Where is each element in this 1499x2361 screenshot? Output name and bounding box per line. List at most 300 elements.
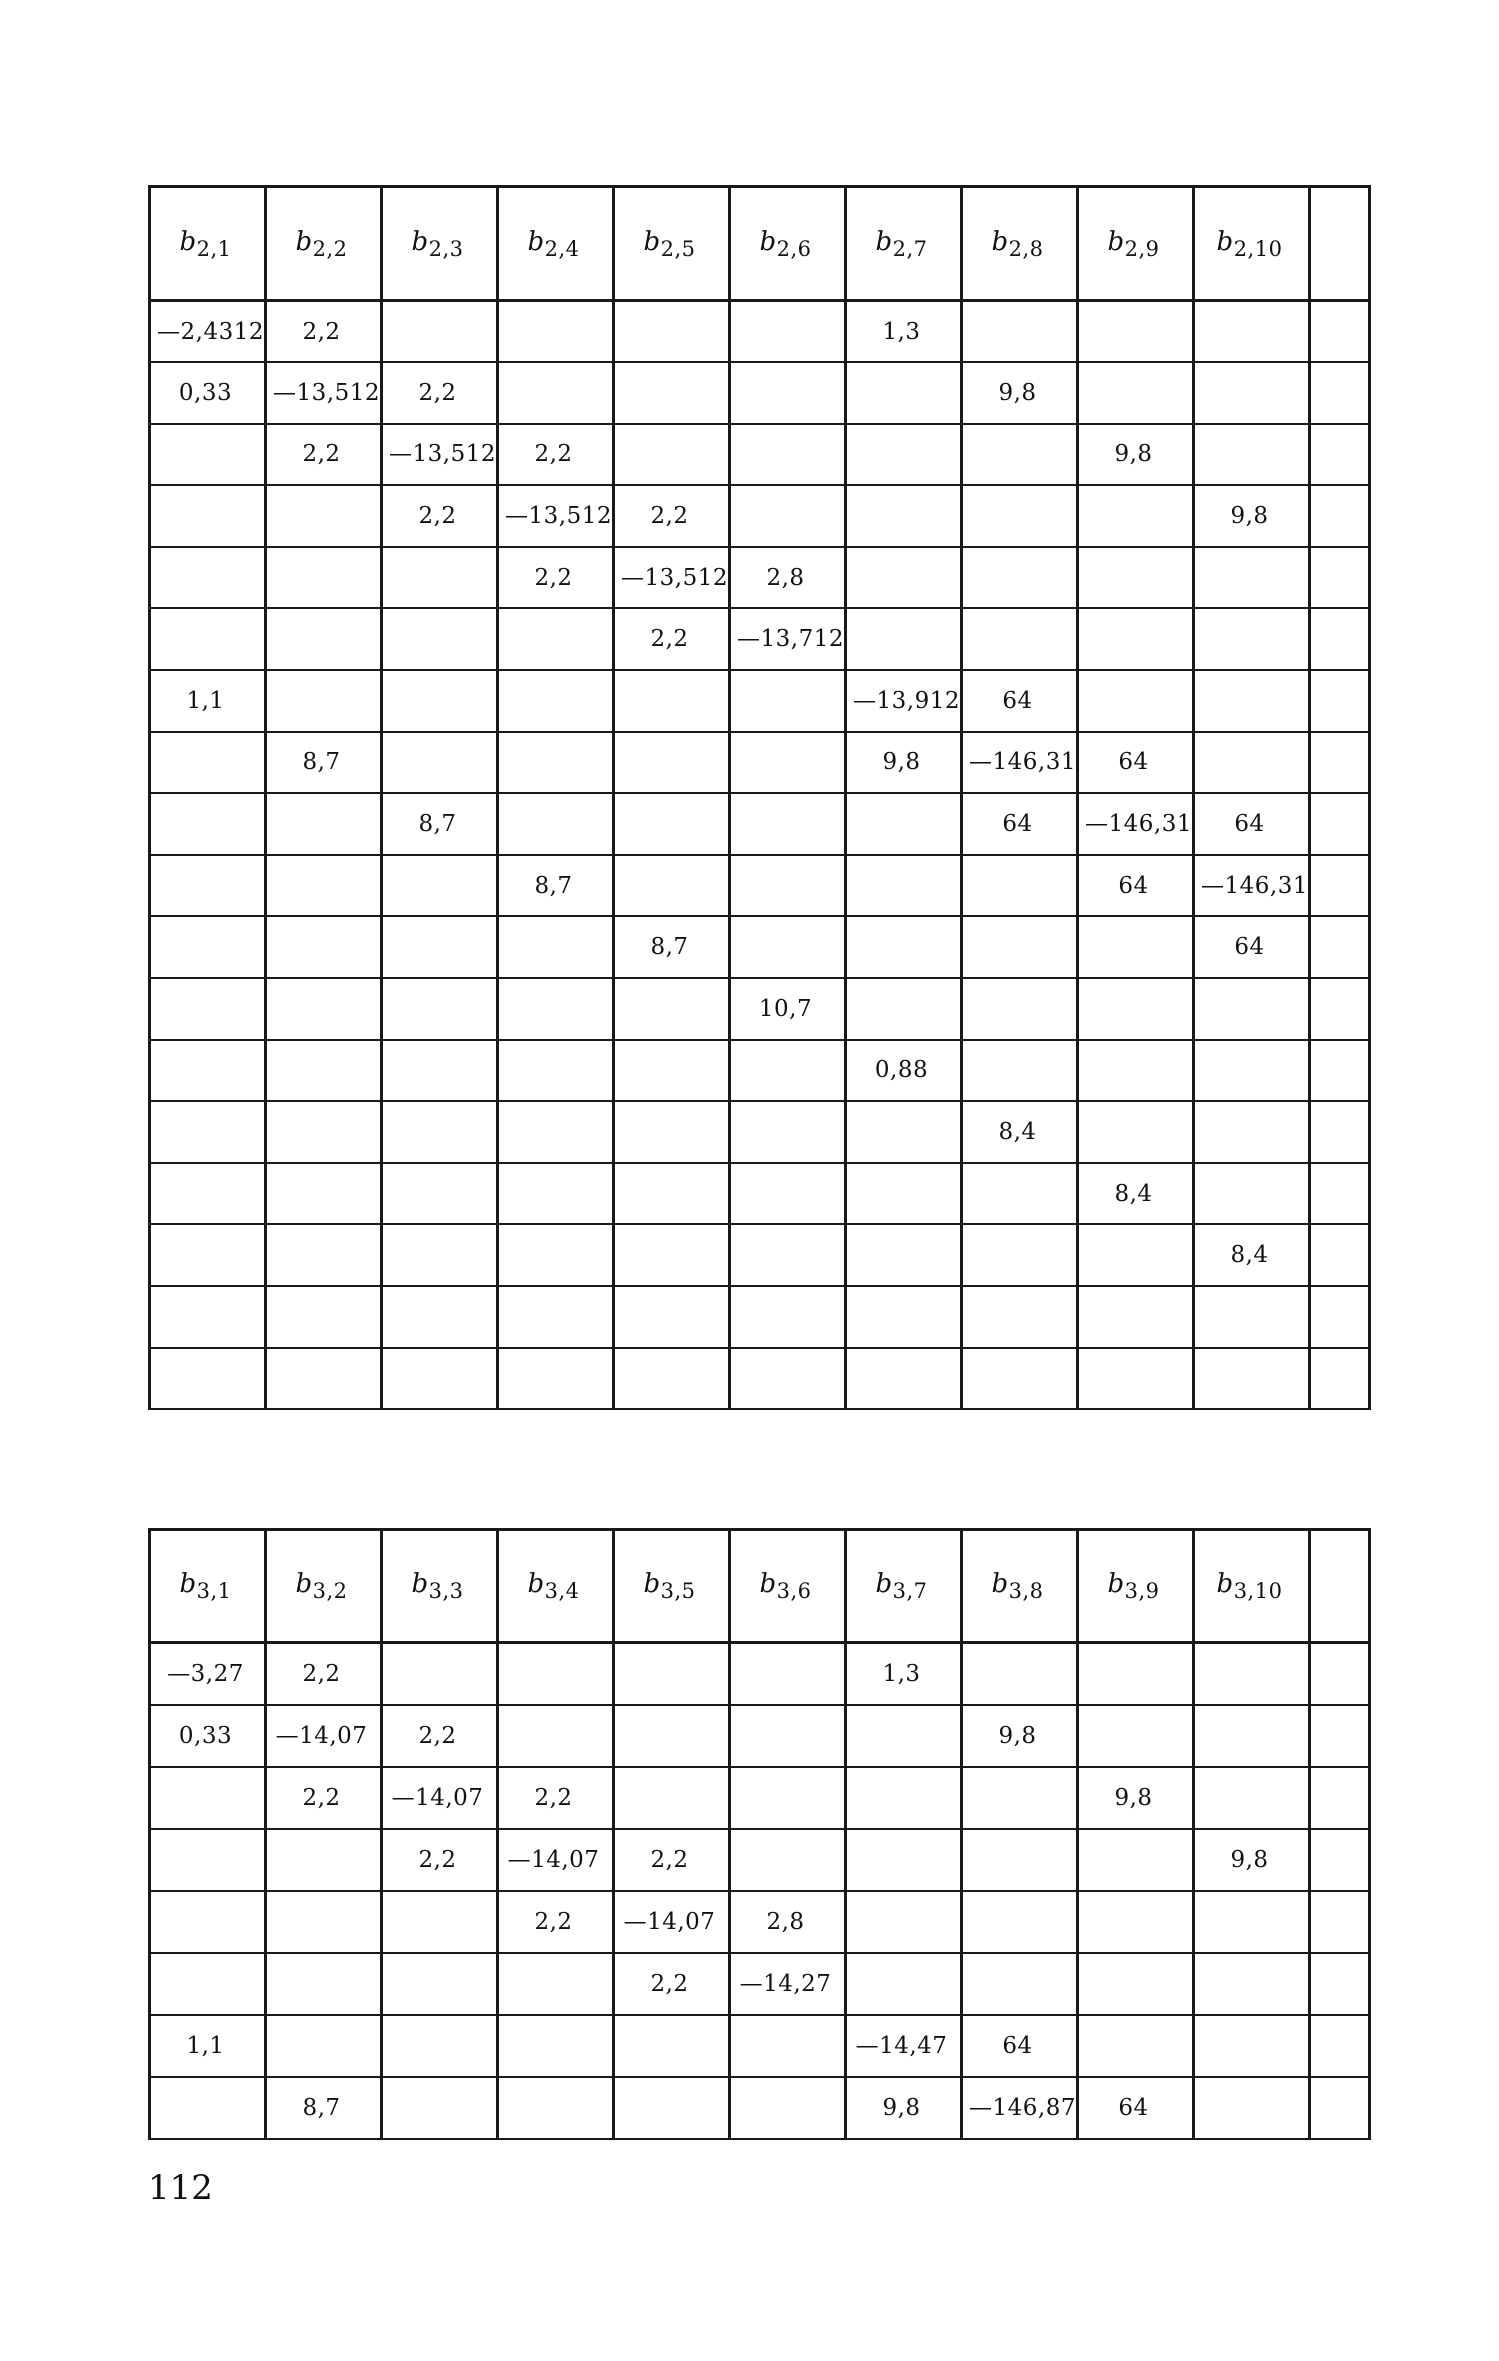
column-header (962, 1530, 1078, 1643)
table-cell (150, 424, 266, 486)
empty-cell (1310, 485, 1370, 547)
table-cell (1078, 1101, 1194, 1163)
table-header (150, 1530, 1370, 1643)
table-cell (1194, 1891, 1310, 1953)
header-symbol: b (295, 226, 313, 257)
table-cell: 9,8 (1194, 1829, 1310, 1891)
table-cell (266, 1101, 382, 1163)
header-row (150, 1530, 1370, 1643)
table-row (150, 301, 1370, 363)
empty-cell (1310, 362, 1370, 424)
table-cell (150, 916, 266, 978)
table-cell (730, 2015, 846, 2077)
table-cell: —3,27 (150, 1643, 266, 1705)
table-cell (962, 1224, 1078, 1286)
table-cell (266, 855, 382, 917)
table-cell (266, 547, 382, 609)
table-cell: —146,31 (1194, 855, 1310, 917)
table-cell (614, 1705, 730, 1767)
table-cell (150, 1163, 266, 1225)
header-subscript: 2,4 (544, 236, 580, 261)
header-subscript: 3,7 (892, 1579, 928, 1603)
table-row (150, 608, 1370, 670)
table-cell: —13,512 (498, 485, 614, 547)
table-row (150, 2015, 1370, 2077)
empty-cell (1310, 1224, 1370, 1286)
table-cell (266, 793, 382, 855)
table-cell (846, 362, 962, 424)
table-cell (1194, 978, 1310, 1040)
header-symbol: b (527, 1569, 545, 1599)
table-row (150, 978, 1370, 1040)
table-cell (150, 1953, 266, 2015)
table-cell (1194, 1163, 1310, 1225)
empty-cell (1310, 1286, 1370, 1348)
column-header (1078, 187, 1194, 301)
table-row (150, 855, 1370, 917)
table-cell (730, 793, 846, 855)
table-cell (382, 1224, 498, 1286)
table-cell (1194, 1101, 1310, 1163)
table-cell: —14,07 (382, 1767, 498, 1829)
column-header (498, 187, 614, 301)
table-cell (498, 1643, 614, 1705)
column-header (846, 1530, 962, 1643)
table-row (150, 793, 1370, 855)
table-cell (846, 1286, 962, 1348)
table-cell (962, 424, 1078, 486)
table-cell (150, 1040, 266, 1102)
empty-cell (1310, 1101, 1370, 1163)
empty-cell (1310, 670, 1370, 732)
table-cell: 8,7 (382, 793, 498, 855)
column-header (614, 187, 730, 301)
table-cell (730, 1040, 846, 1102)
table-row (150, 1829, 1370, 1891)
table-cell (846, 424, 962, 486)
table-cell: 2,2 (266, 1643, 382, 1705)
header-symbol: b (991, 226, 1009, 257)
column-header (730, 187, 846, 301)
table-cell (1078, 1891, 1194, 1953)
table-cell (962, 855, 1078, 917)
table-row (150, 424, 1370, 486)
table-cell (614, 1286, 730, 1348)
header-symbol: b (1107, 226, 1125, 257)
empty-column-header (1310, 187, 1370, 301)
column-header (1194, 187, 1310, 301)
table-cell (266, 916, 382, 978)
header-subscript: 3,9 (1124, 1579, 1160, 1603)
table-cell (730, 732, 846, 794)
table-cell (1194, 1348, 1310, 1410)
table-cell: 9,8 (1078, 1767, 1194, 1829)
table-cell (266, 1040, 382, 1102)
table-cell: —13,512 (382, 424, 498, 486)
empty-cell (1310, 608, 1370, 670)
header-subscript: 2,6 (776, 236, 812, 261)
header-subscript: 2,2 (312, 236, 348, 261)
header-subscript: 3,5 (660, 1579, 696, 1603)
table-cell (730, 1286, 846, 1348)
table-cell (150, 1224, 266, 1286)
header-subscript: 2,5 (660, 236, 696, 261)
header-symbol: b (179, 1569, 197, 1599)
header-subscript: 2,7 (892, 236, 928, 261)
table-cell (498, 916, 614, 978)
table-cell (266, 1286, 382, 1348)
table-cell (614, 2077, 730, 2139)
table-cell (1194, 1767, 1310, 1829)
table-cell (266, 670, 382, 732)
table-cell (730, 1829, 846, 1891)
table-cell (1194, 362, 1310, 424)
table-cell (498, 1040, 614, 1102)
table-cell (614, 1348, 730, 1410)
page-number: 112 (148, 2168, 213, 2208)
table-cell: 2,2 (382, 362, 498, 424)
table-cell (846, 1829, 962, 1891)
table-cell: 2,8 (730, 547, 846, 609)
header-row (150, 187, 1370, 301)
empty-cell (1310, 1348, 1370, 1410)
table-cell (266, 608, 382, 670)
table-cell (614, 424, 730, 486)
table-cell: —2,4312 (150, 301, 266, 363)
table-cell (150, 855, 266, 917)
table-cell: 64 (1194, 916, 1310, 978)
table-cell (1194, 301, 1310, 363)
table-cell: 9,8 (962, 362, 1078, 424)
table-cell (498, 2077, 614, 2139)
table-cell (962, 485, 1078, 547)
table-cell: 1,3 (846, 1643, 962, 1705)
header-symbol: b (643, 226, 661, 257)
table-cell (266, 1829, 382, 1891)
empty-cell (1310, 916, 1370, 978)
empty-cell (1310, 732, 1370, 794)
table-cell (962, 1163, 1078, 1225)
header-subscript: 3,6 (776, 1579, 812, 1603)
table-cell (498, 1286, 614, 1348)
table-cell: 10,7 (730, 978, 846, 1040)
empty-cell (1310, 978, 1370, 1040)
table-cell (614, 2015, 730, 2077)
table-cell: 64 (962, 2015, 1078, 2077)
header-symbol: b (1216, 226, 1234, 257)
table-cell (962, 1953, 1078, 2015)
table-row (150, 1643, 1370, 1705)
table-cell (150, 608, 266, 670)
table-cell: 0,33 (150, 362, 266, 424)
table-cell (962, 1040, 1078, 1102)
table-cell: 8,7 (266, 2077, 382, 2139)
table-cell (730, 485, 846, 547)
header-subscript: 3,10 (1233, 1579, 1283, 1603)
table-cell: 2,2 (382, 1829, 498, 1891)
table-cell (962, 978, 1078, 1040)
table-cell (846, 1348, 962, 1410)
header-subscript: 2,1 (196, 236, 232, 261)
table-cell (614, 362, 730, 424)
table-cell (614, 1643, 730, 1705)
empty-cell (1310, 1705, 1370, 1767)
table-cell: 8,7 (266, 732, 382, 794)
column-header (1078, 1530, 1194, 1643)
table-cell: —14,07 (614, 1891, 730, 1953)
table-cell (150, 978, 266, 1040)
table-cell (1194, 1286, 1310, 1348)
table-cell (382, 1101, 498, 1163)
header-subscript: 3,3 (428, 1579, 464, 1603)
table-cell (382, 608, 498, 670)
table-cell (1194, 1643, 1310, 1705)
table-cell (382, 732, 498, 794)
header-symbol: b (179, 226, 197, 257)
table-cell: 2,2 (498, 424, 614, 486)
table-cell: 1,1 (150, 670, 266, 732)
table-cell: 0,33 (150, 1705, 266, 1767)
table-row (150, 1953, 1370, 2015)
table-cell (1078, 1643, 1194, 1705)
header-subscript: 3,4 (544, 1579, 580, 1603)
table-cell (1194, 1705, 1310, 1767)
header-symbol: b (875, 226, 893, 257)
column-header (150, 187, 266, 301)
table-cell (498, 1224, 614, 1286)
table-cell (1078, 978, 1194, 1040)
table-cell (382, 301, 498, 363)
table-cell (846, 793, 962, 855)
table-cell (846, 916, 962, 978)
table-cell: 64 (962, 670, 1078, 732)
table-cell (962, 1891, 1078, 1953)
table-cell: 9,8 (1078, 424, 1194, 486)
table-cell: 9,8 (846, 2077, 962, 2139)
table-cell (962, 916, 1078, 978)
table-cell (266, 978, 382, 1040)
table-cell (1194, 732, 1310, 794)
table-cell (150, 1348, 266, 1410)
table-cell (382, 1348, 498, 1410)
empty-cell (1310, 424, 1370, 486)
column-header (614, 1530, 730, 1643)
table-cell (382, 547, 498, 609)
table-row (150, 2077, 1370, 2139)
table-cell (846, 855, 962, 917)
empty-cell (1310, 1040, 1370, 1102)
table-cell: 8,7 (614, 916, 730, 978)
table-cell (1078, 301, 1194, 363)
table-cell (614, 1163, 730, 1225)
table-cell (1194, 424, 1310, 486)
table-cell: 2,2 (498, 547, 614, 609)
table-cell (614, 1224, 730, 1286)
table-cell: 2,2 (266, 1767, 382, 1829)
table-cell: 2,2 (498, 1767, 614, 1829)
header-symbol: b (295, 1569, 313, 1599)
column-header (266, 1530, 382, 1643)
table-row (150, 1163, 1370, 1225)
table-cell (730, 1643, 846, 1705)
table-cell: —146,31 (1078, 793, 1194, 855)
table-cell: 1,3 (846, 301, 962, 363)
header-symbol: b (411, 1569, 429, 1599)
table-cell: —14,07 (266, 1705, 382, 1767)
table-cell (730, 301, 846, 363)
column-header (1194, 1530, 1310, 1643)
table-cell (498, 1705, 614, 1767)
table-cell (962, 1829, 1078, 1891)
table-cell (266, 2015, 382, 2077)
header-symbol: b (759, 1569, 777, 1599)
table-cell (498, 1348, 614, 1410)
table-cell (730, 2077, 846, 2139)
column-header (382, 187, 498, 301)
table-cell: —146,31 (962, 732, 1078, 794)
header-subscript: 3,2 (312, 1579, 348, 1603)
table-cell: —13,512 (266, 362, 382, 424)
table-row (150, 1348, 1370, 1410)
table-cell: —14,07 (498, 1829, 614, 1891)
empty-cell (1310, 2015, 1370, 2077)
table-row (150, 1767, 1370, 1829)
header-symbol: b (759, 226, 777, 257)
empty-cell (1310, 2077, 1370, 2139)
table-cell (730, 1101, 846, 1163)
empty-cell (1310, 793, 1370, 855)
table-cell (730, 1705, 846, 1767)
table-cell (150, 2077, 266, 2139)
table-cell: 2,2 (614, 485, 730, 547)
table-cell (266, 1348, 382, 1410)
table-cell (846, 1101, 962, 1163)
table-cell (150, 485, 266, 547)
table-cell (266, 1224, 382, 1286)
header-symbol: b (991, 1569, 1009, 1599)
table-cell (382, 670, 498, 732)
table-cell (498, 608, 614, 670)
table-cell (150, 1829, 266, 1891)
table-cell (962, 547, 1078, 609)
table-cell: 8,4 (962, 1101, 1078, 1163)
table-cell (266, 485, 382, 547)
table-cell (1194, 670, 1310, 732)
column-header (498, 1530, 614, 1643)
column-header (266, 187, 382, 301)
table-header (150, 187, 1370, 301)
table-cell: 2,2 (614, 1829, 730, 1891)
table-row (150, 362, 1370, 424)
table-cell: —13,712 (730, 608, 846, 670)
table-cell (150, 793, 266, 855)
table-cell (382, 1891, 498, 1953)
table-cell (150, 1101, 266, 1163)
table-cell (1078, 1829, 1194, 1891)
table-cell (382, 1953, 498, 2015)
table-cell (614, 1767, 730, 1829)
table-cell (614, 1040, 730, 1102)
header-symbol: b (1107, 1569, 1125, 1599)
table-row (150, 1286, 1370, 1348)
table-cell (1194, 2077, 1310, 2139)
table-cell: 2,2 (614, 1953, 730, 2015)
header-subscript: 2,10 (1233, 236, 1283, 261)
header-subscript: 3,1 (196, 1579, 232, 1603)
table-cell (150, 732, 266, 794)
table-cell: 2,2 (382, 485, 498, 547)
table-cell (382, 1643, 498, 1705)
table-cell: 9,8 (962, 1705, 1078, 1767)
table-row (150, 1101, 1370, 1163)
header-subscript: 2,8 (1008, 236, 1044, 261)
table-cell (1078, 362, 1194, 424)
table-cell (498, 301, 614, 363)
table-cell (962, 1348, 1078, 1410)
table-cell (846, 1224, 962, 1286)
table-cell (962, 1286, 1078, 1348)
column-header (730, 1530, 846, 1643)
header-subscript: 2,3 (428, 236, 464, 261)
table-cell (962, 1767, 1078, 1829)
table-row (150, 732, 1370, 794)
table-cell (846, 978, 962, 1040)
empty-cell (1310, 1767, 1370, 1829)
table-cell: 9,8 (846, 732, 962, 794)
table-cell: 2,2 (382, 1705, 498, 1767)
table-cell (266, 1953, 382, 2015)
table-cell (382, 978, 498, 1040)
table-cell (730, 670, 846, 732)
table-cell: —146,87 (962, 2077, 1078, 2139)
table-cell (846, 547, 962, 609)
table-cell (1078, 1224, 1194, 1286)
table-cell (1078, 1953, 1194, 2015)
table-cell (962, 1643, 1078, 1705)
table-cell (1194, 547, 1310, 609)
table-cell: 8,4 (1194, 1224, 1310, 1286)
table-cell (150, 1891, 266, 1953)
table-cell (962, 608, 1078, 670)
header-subscript: 3,8 (1008, 1579, 1044, 1603)
table-cell: 0,88 (846, 1040, 962, 1102)
table-cell (498, 793, 614, 855)
table-cell (150, 1767, 266, 1829)
table-cell: 8,4 (1078, 1163, 1194, 1225)
table-cell: —13,912 (846, 670, 962, 732)
table-cell (150, 547, 266, 609)
table-cell: —14,47 (846, 2015, 962, 2077)
table-cell (498, 2015, 614, 2077)
table-cell: 2,2 (498, 1891, 614, 1953)
table-cell (382, 2077, 498, 2139)
table-cell (1078, 1286, 1194, 1348)
table-cell (1078, 1705, 1194, 1767)
table-cell: 64 (1078, 2077, 1194, 2139)
table-cell (846, 608, 962, 670)
table-cell (730, 424, 846, 486)
table-cell (1078, 916, 1194, 978)
column-header (846, 187, 962, 301)
table-cell (614, 732, 730, 794)
table-cell (382, 1163, 498, 1225)
table-cell (614, 793, 730, 855)
empty-cell (1310, 1953, 1370, 2015)
table-cell (1194, 1040, 1310, 1102)
table-cell (498, 732, 614, 794)
table-cell (614, 978, 730, 1040)
table-cell (1078, 1040, 1194, 1102)
